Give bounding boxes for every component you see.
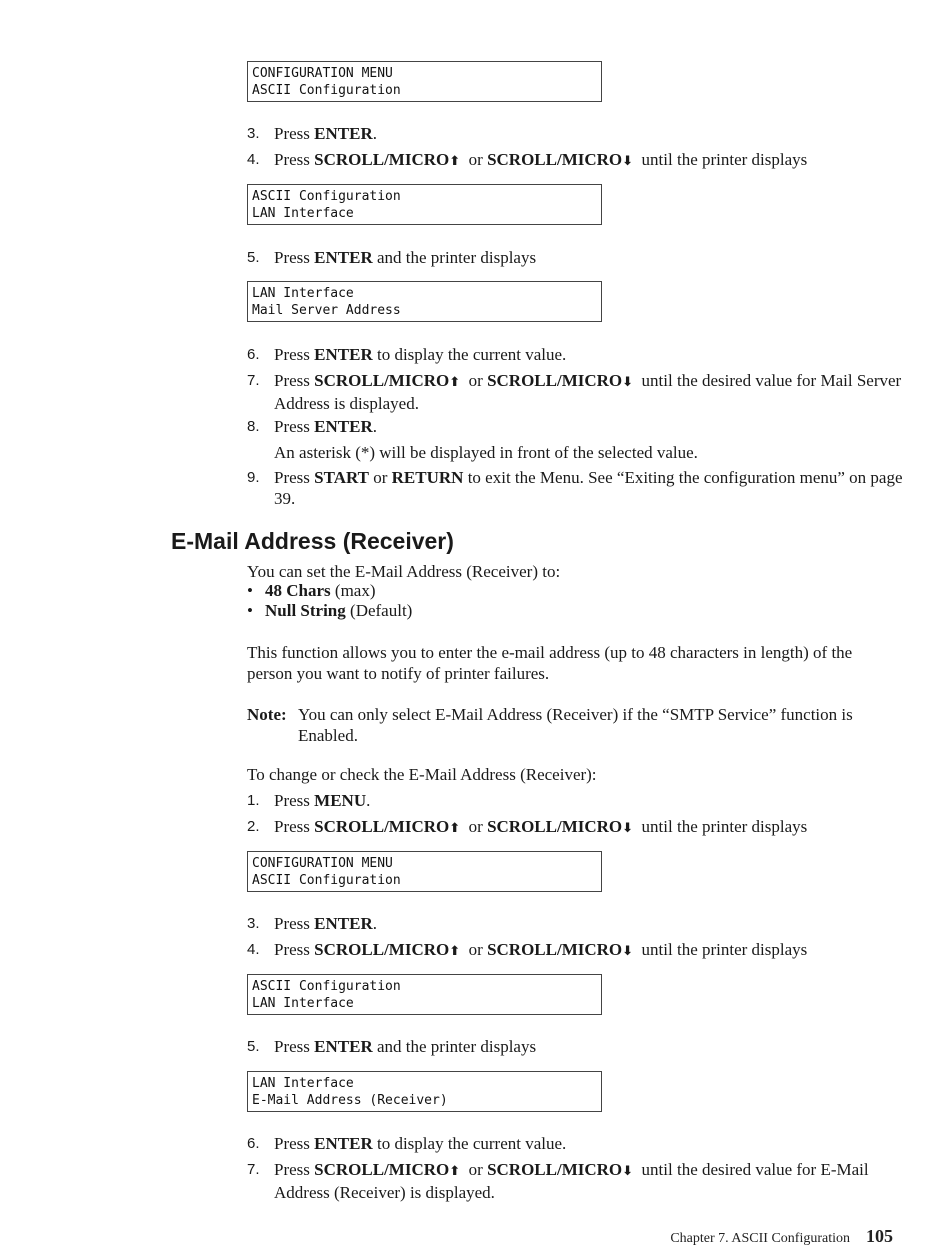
step-number: 4. (247, 151, 260, 168)
step-3: 3. Press ENTER. (247, 124, 377, 143)
step-7: 7. Press SCROLL/MICRO⬆ or SCROLL/MICRO⬇ until the desired value for E-Mail Address (Receiver) is displayed. (247, 1160, 869, 1202)
down-arrow-icon: ⬇ (622, 1164, 634, 1179)
page-number: 105 (866, 1226, 893, 1246)
step-number: 7. (247, 372, 260, 389)
step-3: 3. Press ENTER. (247, 914, 377, 933)
lcd-display-lan-mail-server (247, 281, 602, 322)
down-arrow-icon: ⬇ (622, 154, 634, 169)
step-number: 6. (247, 346, 260, 363)
description-text: This function allows you to enter the e-mail address (up to 48 characters in length) of the person you want to notify of printer failures. (247, 643, 853, 683)
key-menu: MENU (314, 791, 367, 810)
key-enter: ENTER (314, 124, 373, 143)
step-number: 3. (247, 915, 260, 932)
section-heading: E-Mail Address (Receiver) (171, 528, 454, 554)
lcd-display-ascii-config (247, 184, 602, 225)
up-arrow-icon: ⬆ (449, 821, 461, 836)
step-number: 7. (247, 1161, 260, 1178)
key-scroll-micro-up: SCROLL/MICRO⬆ (314, 150, 461, 169)
step-6: 6. Press ENTER to display the current value. (247, 345, 567, 364)
key-scroll-micro-down: SCROLL/MICRO⬇ (487, 1160, 634, 1179)
page-footer (670, 1226, 893, 1247)
lcd-line: CONFIGURATION MENU (252, 856, 393, 871)
step-7: 7. Press SCROLL/MICRO⬆ or SCROLL/MICRO⬇ until the desired value for Mail Server Address is displayed. (247, 371, 902, 413)
intro-text: You can set the E-Mail Address (Receiver) to: (247, 562, 561, 581)
up-arrow-icon: ⬆ (449, 944, 461, 959)
step-number: 4. (247, 941, 260, 958)
step-2: 2. Press SCROLL/MICRO⬆ or SCROLL/MICRO⬇ until the printer displays (247, 817, 808, 836)
lcd-line: ASCII Configuration (252, 979, 401, 994)
step-9: 9. Press START or RETURN to exit the Menu. See “Exiting the configuration menu” on page 39. (247, 468, 903, 508)
step-5: 5. Press ENTER and the printer displays (247, 1037, 537, 1056)
step-number: 1. (247, 792, 260, 809)
note-label: Note: (247, 705, 287, 724)
down-arrow-icon: ⬇ (622, 821, 634, 836)
step-6: 6. Press ENTER to display the current value. (247, 1134, 567, 1153)
key-enter: ENTER (314, 345, 373, 364)
up-arrow-icon: ⬆ (449, 154, 461, 169)
step-4: 4. Press SCROLL/MICRO⬆ or SCROLL/MICRO⬇ until the printer displays (247, 940, 808, 959)
up-arrow-icon: ⬆ (449, 375, 461, 390)
down-arrow-icon: ⬇ (622, 375, 634, 390)
step-number: 3. (247, 125, 260, 142)
key-scroll-micro-up: SCROLL/MICRO⬆ (314, 817, 461, 836)
step-8-detail: An asterisk (*) will be displayed in front of the selected value. (274, 443, 698, 462)
lcd-line: ASCII Configuration (252, 83, 401, 98)
step-number: 9. (247, 469, 260, 486)
step-number: 2. (247, 818, 260, 835)
step-number: 5. (247, 249, 260, 266)
step-number: 8. (247, 418, 260, 435)
lcd-line: Mail Server Address (252, 303, 401, 318)
note-text: You can only select E-Mail Address (Receiver) if the “SMTP Service” function is Enabled. (298, 705, 853, 745)
lcd-display-config-menu (247, 61, 602, 102)
key-scroll-micro-down: SCROLL/MICRO⬇ (487, 940, 634, 959)
lcd-line: E-Mail Address (Receiver) (252, 1093, 448, 1108)
list-item: • Null String (Default) (247, 601, 413, 620)
lcd-line: CONFIGURATION MENU (252, 66, 393, 81)
step-8: 8. Press ENTER. (247, 417, 377, 436)
step-1: 1. Press MENU. (247, 791, 371, 810)
lcd-display-ascii-config (247, 974, 602, 1015)
chapter-title: Chapter 7. ASCII Configuration (670, 1231, 850, 1246)
lcd-line: ASCII Configuration (252, 189, 401, 204)
key-scroll-micro-down: SCROLL/MICRO⬇ (487, 150, 634, 169)
step-4: 4. Press SCROLL/MICRO⬆ or SCROLL/MICRO⬇ until the printer displays (247, 150, 808, 169)
key-scroll-micro-up: SCROLL/MICRO⬆ (314, 371, 461, 390)
lcd-display-config-menu (247, 851, 602, 892)
key-enter: ENTER (314, 417, 373, 436)
lcd-line: ASCII Configuration (252, 873, 401, 888)
step-number: 5. (247, 1038, 260, 1055)
step-number: 6. (247, 1135, 260, 1152)
key-scroll-micro-down: SCROLL/MICRO⬇ (487, 371, 634, 390)
step-5: 5. Press ENTER and the printer displays (247, 248, 537, 267)
note-block (247, 704, 867, 746)
key-enter: ENTER (314, 914, 373, 933)
lcd-display-lan-email-receiver (247, 1071, 602, 1112)
key-start: START (314, 468, 369, 487)
list-item: • 48 Chars (max) (247, 581, 376, 600)
key-enter: ENTER (314, 1134, 373, 1153)
change-intro-text: To change or check the E-Mail Address (Receiver): (247, 765, 597, 784)
lcd-line: LAN Interface (252, 206, 354, 221)
key-enter: ENTER (314, 1037, 373, 1056)
lcd-line: LAN Interface (252, 1076, 354, 1091)
up-arrow-icon: ⬆ (449, 1164, 461, 1179)
down-arrow-icon: ⬇ (622, 944, 634, 959)
key-scroll-micro-down: SCROLL/MICRO⬇ (487, 817, 634, 836)
key-enter: ENTER (314, 248, 373, 267)
lcd-line: LAN Interface (252, 286, 354, 301)
key-scroll-micro-up: SCROLL/MICRO⬆ (314, 940, 461, 959)
key-scroll-micro-up: SCROLL/MICRO⬆ (314, 1160, 461, 1179)
lcd-line: LAN Interface (252, 996, 354, 1011)
key-return: RETURN (391, 468, 464, 487)
